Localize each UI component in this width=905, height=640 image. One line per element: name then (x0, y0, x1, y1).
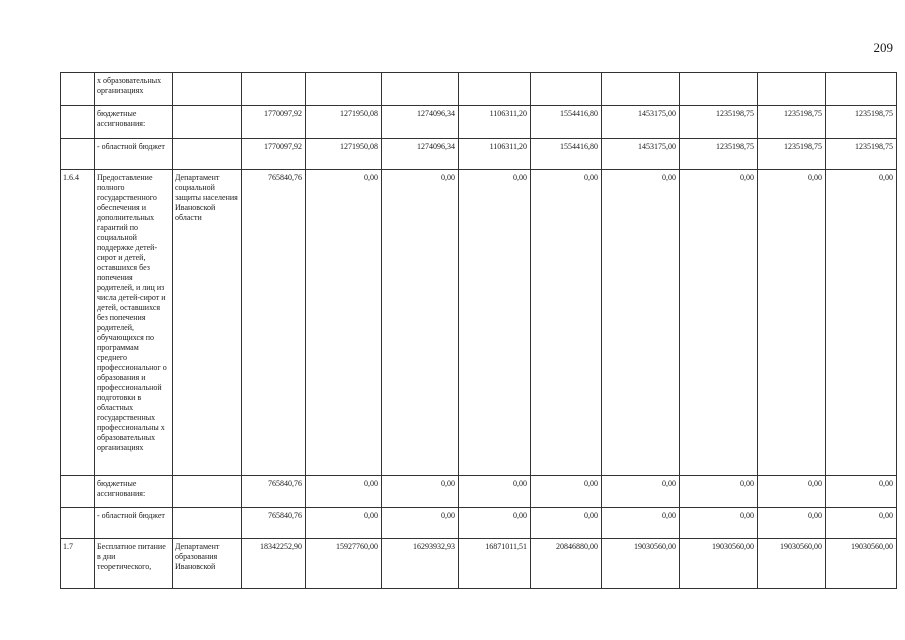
value-cell (306, 73, 382, 106)
row-name-cell: бюджетные ассигнования: (95, 106, 173, 139)
value-cell: 0,00 (459, 170, 531, 476)
row-number-cell (61, 476, 95, 508)
table-row (61, 539, 897, 589)
value-cell: 1274096,34 (382, 139, 459, 170)
value-cell: 16293932,93 (382, 539, 459, 589)
value-cell: 1554416,80 (531, 106, 602, 139)
value-cell: 0,00 (306, 476, 382, 508)
executor-cell (173, 106, 242, 139)
value-cell: 1106311,20 (459, 106, 531, 139)
budget-table (60, 72, 897, 589)
value-cell: 1770097,92 (242, 139, 306, 170)
value-cell: 1770097,92 (242, 106, 306, 139)
value-cell: 1554416,80 (531, 139, 602, 170)
value-cell: 765840,76 (242, 170, 306, 476)
value-cell (459, 73, 531, 106)
value-cell: 0,00 (758, 476, 826, 508)
value-cell: 1235198,75 (758, 106, 826, 139)
value-cell: 0,00 (531, 170, 602, 476)
row-name-cell: бюджетные ассигнования: (95, 476, 173, 508)
value-cell: 1235198,75 (680, 139, 758, 170)
value-cell: 1453175,00 (602, 139, 680, 170)
row-number-cell: 1.6.4 (61, 170, 95, 476)
value-cell: 16871011,51 (459, 539, 531, 589)
value-cell: 20846880,00 (531, 539, 602, 589)
row-number-cell (61, 508, 95, 539)
value-cell: 1453175,00 (602, 106, 680, 139)
value-cell: 19030560,00 (758, 539, 826, 589)
row-number-cell: 1.7 (61, 539, 95, 589)
value-cell: 1271950,08 (306, 139, 382, 170)
value-cell (602, 73, 680, 106)
value-cell (382, 73, 459, 106)
table-row (61, 170, 897, 476)
row-name-cell: - областной бюджет (95, 508, 173, 539)
row-number-cell (61, 73, 95, 106)
value-cell: 0,00 (758, 508, 826, 539)
value-cell: 0,00 (531, 508, 602, 539)
table-row (61, 139, 897, 170)
executor-cell: Департамент социальной защиты населения Ивановской области (173, 170, 242, 476)
value-cell: 19030560,00 (602, 539, 680, 589)
value-cell: 1235198,75 (758, 139, 826, 170)
value-cell (758, 73, 826, 106)
executor-cell (173, 139, 242, 170)
value-cell: 1271950,08 (306, 106, 382, 139)
table-row (61, 508, 897, 539)
table-row (61, 106, 897, 139)
value-cell: 0,00 (306, 170, 382, 476)
value-cell (242, 73, 306, 106)
value-cell: 0,00 (826, 170, 897, 476)
row-name-cell: Бесплатное питание в дни теоретического, (95, 539, 173, 589)
row-number-cell (61, 139, 95, 170)
value-cell: 0,00 (602, 476, 680, 508)
value-cell: 0,00 (826, 508, 897, 539)
value-cell: 0,00 (459, 508, 531, 539)
value-cell: 0,00 (306, 508, 382, 539)
value-cell: 0,00 (382, 170, 459, 476)
value-cell: 1274096,34 (382, 106, 459, 139)
value-cell: 1235198,75 (680, 106, 758, 139)
table-row (61, 73, 897, 106)
row-name-cell: х образовательных организациях (95, 73, 173, 106)
value-cell: 0,00 (382, 476, 459, 508)
value-cell: 0,00 (680, 170, 758, 476)
value-cell: 0,00 (680, 476, 758, 508)
row-number-cell (61, 106, 95, 139)
table-row (61, 476, 897, 508)
executor-cell (173, 73, 242, 106)
value-cell: 0,00 (459, 476, 531, 508)
value-cell: 0,00 (602, 508, 680, 539)
value-cell: 1235198,75 (826, 106, 897, 139)
value-cell: 0,00 (602, 170, 680, 476)
value-cell: 1235198,75 (826, 139, 897, 170)
row-name-cell: - областной бюджет (95, 139, 173, 170)
value-cell: 0,00 (826, 476, 897, 508)
value-cell: 0,00 (531, 476, 602, 508)
value-cell: 0,00 (382, 508, 459, 539)
executor-cell (173, 476, 242, 508)
value-cell: 0,00 (680, 508, 758, 539)
value-cell: 18342252,90 (242, 539, 306, 589)
value-cell: 15927760,00 (306, 539, 382, 589)
value-cell (826, 73, 897, 106)
executor-cell (173, 508, 242, 539)
page-number: 209 (873, 40, 893, 55)
value-cell: 765840,76 (242, 476, 306, 508)
value-cell: 765840,76 (242, 508, 306, 539)
value-cell: 0,00 (758, 170, 826, 476)
value-cell: 1106311,20 (459, 139, 531, 170)
row-name-cell: Предоставление полного государственного обеспечения и дополнительных гарантий по социальной поддержке детей-сирот и детей, оставшихся без попечения родителей, и лиц из числа детей-сирот и детей, оставшихся без попечения родителей, обучающихся по программам среднего профессиональног о образования и профессиональной подготовки в областных государственных профессиональны х образовательных организациях (95, 170, 173, 476)
value-cell (531, 73, 602, 106)
value-cell: 19030560,00 (680, 539, 758, 589)
value-cell (680, 73, 758, 106)
executor-cell: Департамент образования Ивановской (173, 539, 242, 589)
value-cell: 19030560,00 (826, 539, 897, 589)
